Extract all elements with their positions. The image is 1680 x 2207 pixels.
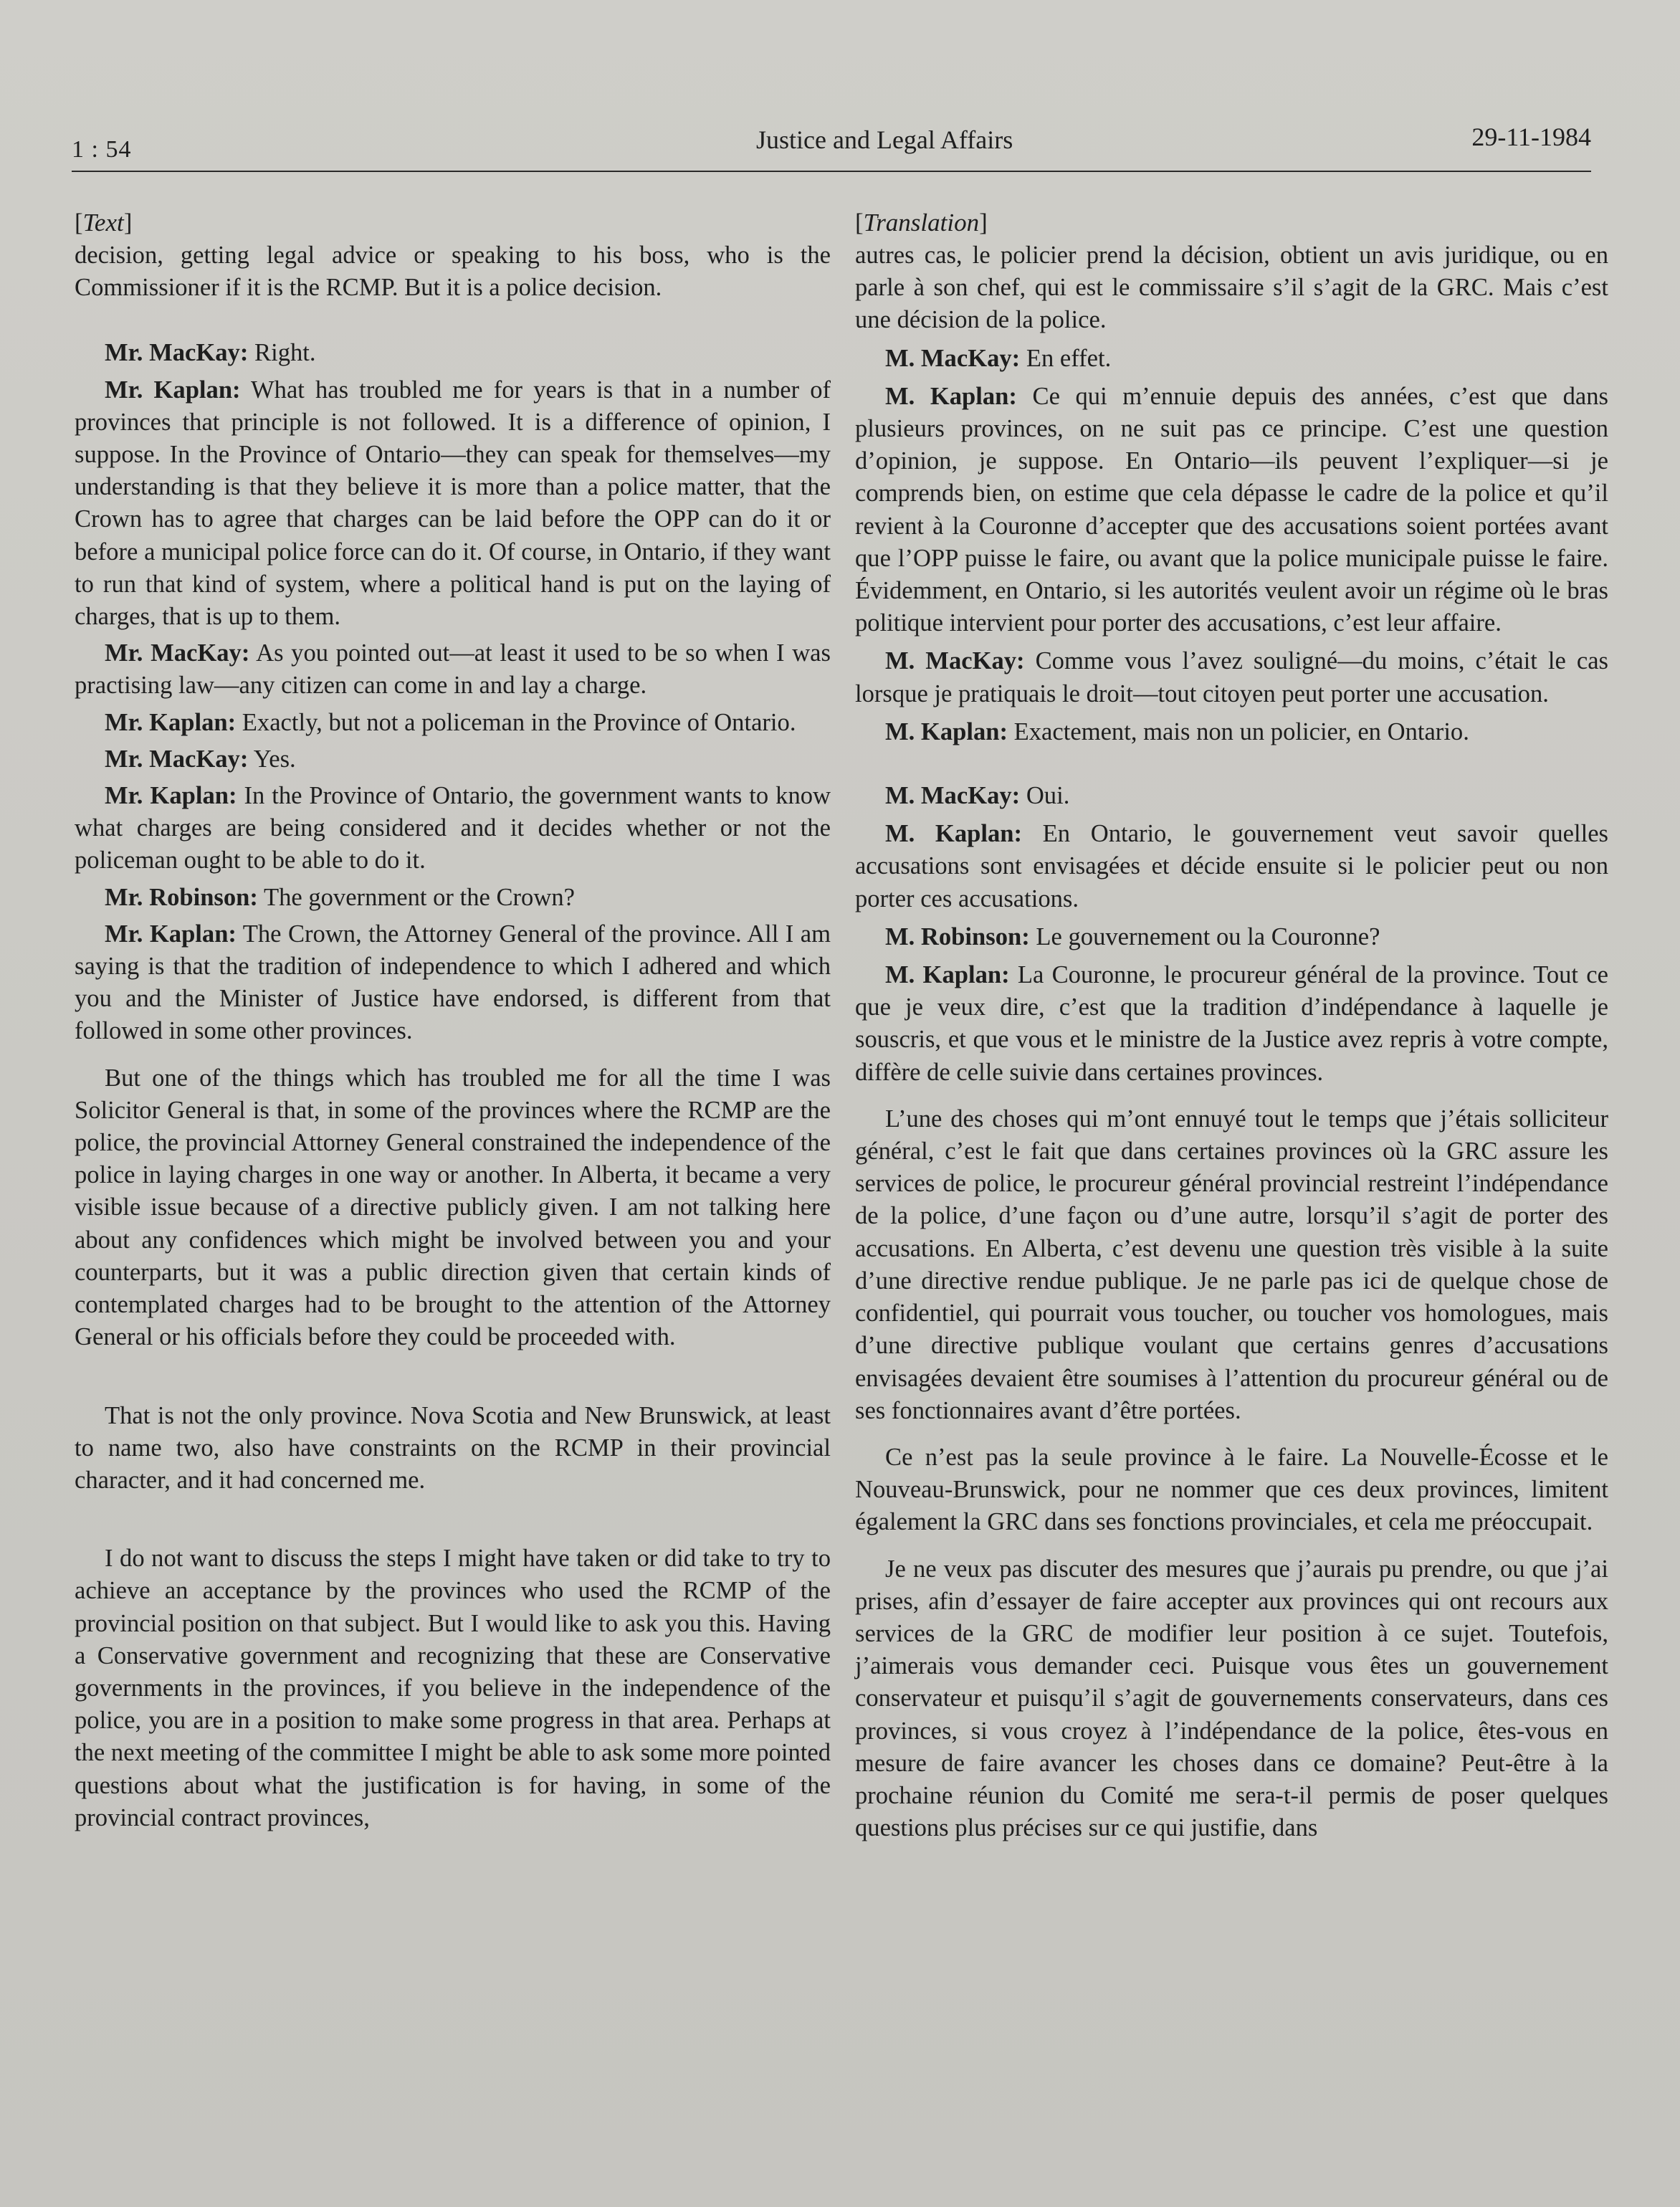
paragraph-text: As you pointed out—at least it used to be so when I was practising law—any citizen can come in and lay a charge. [75,639,831,700]
paragraph-text: autres cas, le policier prend la décision, obtient un avis juridique, ou en parle à son chef, qui est le commissaire s’il s’agit de la GRC. Mais c’est une décision de la police. [855,242,1608,334]
paragraph-text: What has troubled me for years is that in a number of provinces that principle is not followed. It is a difference of opinion, I suppose. In the Province of Ontario—they can speak for themselves—my understanding is that they believe it is more than a police matter, that the Crown has to agree that charges can be laid before the OPP can do it or before a municipal police force can do it. Of course, in Ontario, if they want to run that kind of system, where a political hand is put on the laying of charges, that is up to them. [75,376,831,631]
english-column [75,206,831,1834]
paragraph [75,743,831,776]
paragraph [75,707,831,739]
speaker-name: M. Kaplan: [885,961,1010,989]
paragraph-text: The Crown, the Attorney General of the province. All I am saying is that the tradition of independence to which I adhered and which you and the Minister of Justice have endorsed, is different from that followed in some other provinces. [75,920,831,1045]
speaker-name: Mr. Kaplan: [105,376,241,404]
paragraph-text: Je ne veux pas discuter des mesures que j’aurais pu prendre, ou que j’ai prises, afin d’essayer de faire accepter aux provinces qui ont recours aux services de la GRC de modifier leur position à ce sujet. Toutefois, j’aimerais vous demander ceci. Puisque vous êtes un gouvernement conservateur et puisqu’il s’agit de gouvernements conservateurs, dans ces provinces, si vous croyez à l’indépendance de la police, êtes-vous en mesure de faire avancer les choses dans ce domaine? Peut-être à la prochaine réunion du Comité me sera-t-il permis de poser quelques questions plus précises sur ce qui justifie, dans [855,1555,1608,1842]
paragraph [855,645,1608,710]
paragraph [75,1543,831,1834]
text-tag: [Text] [75,209,133,237]
paragraph [75,239,831,304]
speaker-name: Mr. Kaplan: [105,782,237,810]
speaker-name: Mr. Robinson: [105,883,258,911]
paragraph [75,637,831,702]
translation-tag: [Translation] [855,209,988,237]
paragraph [855,1441,1608,1539]
french-column [855,206,1608,1844]
paragraph [75,1400,831,1497]
speaker-name: M. Kaplan: [885,718,1008,745]
paragraph-text: In the Province of Ontario, the government wants to know what charges are being considered and it decides whether or not the policeman ought to be able to do it. [75,782,831,874]
paragraph [75,337,831,369]
speaker-name: Mr. Kaplan: [105,708,237,736]
paragraph-text: I do not want to discuss the steps I might have taken or did take to try to achieve an acceptance by the provinces who used the RCMP of the provincial position on that subject. But I would like to ask you this. Having a Conservative government and recognizing that these are Conservative governments in the provinces, if you believe in the independence of the police, you are in a position to make some progress in that area. Perhaps at the next meeting of the committee I might be able to ask some more pointed questions about what the justification is for having, in some of the provincial contract provinces, [75,1545,831,1831]
running-title: Justice and Legal Affairs [756,125,1013,154]
paragraph-text: Yes. [248,745,296,773]
paragraph-text: Right. [248,339,316,367]
paragraph-text: Le gouvernement ou la Couronne? [1029,923,1380,950]
paragraph-text: Ce qui m’ennuie depuis des années, c’est que dans plusieurs provinces, on ne suit pas ce principe. C’est une question d’opinion, je suppose. En Ontario—ils peuvent l’expliquer—si je comprends bien, on estime que cela dépasse le cadre de la police et qu’il revient à la Couronne d’accepter que des accusations soient portées avant que l’OPP puisse le faire, ou avant que la police municipale puisse le faire. Évidemment, en Ontario, si les autorités veulent avoir un régime où le bras politique intervient pour porter des accusations, c’est leur affaire. [855,382,1608,637]
paragraph-text: The government or the Crown? [257,883,575,911]
speaker-name: M. MacKay: [885,647,1025,675]
speaker-name: Mr. MacKay: [105,339,249,367]
page-number: 1 : 54 [72,136,132,163]
paragraph-text: En Ontario, le gouvernement veut savoir quelles accusations sont envisagées et décide ensuite si le policier peut ou non porter ces accusations. [855,820,1609,912]
speaker-name: M. Robinson: [885,923,1030,950]
paragraph-text: Exactly, but not a policeman in the Province of Ontario. [236,708,796,736]
header-date: 29-11-1984 [1471,123,1591,151]
speaker-name: M. MacKay: [885,344,1021,372]
paragraph-text: L’une des choses qui m’ont ennuyé tout le temps que j’étais solliciteur général, c’est le fait que dans certaines provinces où la GRC assure les services de police, le procureur général provincial restreint l’indépendance de la police, d’une façon ou d’une autre, lorsqu’il s’agit de porter des accusations. En Alberta, c’est devenu une question très visible à la suite d’une directive rendue publique. Je ne parle pas ici de quelque chose de confidentiel, qui pourrait vous toucher, ou toucher vos homologues, mais d’une directive publique voulant que certains genres d’accusations envisagées devaient être soumises à l’attention du procureur général ou de ses fonctionnaires avant d’être portées. [855,1105,1608,1424]
paragraph [855,921,1608,953]
paragraph [855,959,1608,1089]
paragraph-text: That is not the only province. Nova Scotia and New Brunswick, at least to name two, also have constraints on the RCMP in their provincial character, and it had concerned me. [75,1401,831,1494]
paragraph [75,1062,831,1354]
paragraph-text: decision, getting legal advice or speaking to his boss, who is the Commissioner if it is the RCMP. But it is a police decision. [75,242,831,302]
paragraph-text: Comme vous l’avez souligné—du moins, c’était le cas lorsque je pratiquais le droit—tout citoyen peut porter une accusation. [855,647,1609,707]
speaker-name: M. Kaplan: [885,820,1022,848]
paragraph [855,343,1608,375]
speaker-name: Mr. MacKay: [105,745,249,773]
paragraph-text: But one of the things which has troubled me for all the time I was Solicitor General is that, in some of the provinces where the RCMP are the police, the provincial Attorney General constrained the independence of the police in laying charges in one way or another. In Alberta, it became a very visible issue because of a directive publicly given. I am not talking here about any confidences which might be involved between you and your counterparts, but it was a public direction given that certain kinds of contemplated charges had to be brought to the attention of the Attorney General or his officials before they could be proceeded with. [75,1064,831,1351]
paragraph [855,716,1608,748]
page-header [72,120,1591,171]
paragraph [855,381,1608,640]
paragraph-text: La Couronne, le procureur général de la province. Tout ce que je veux dire, c’est que la tradition d’indépendance à laquelle je souscris, et que vous et le ministre de la Justice avez repris à votre compte, diffère de celle suivie dans certaines provinces. [855,961,1608,1086]
paragraph [75,918,831,1048]
paragraph [855,780,1608,812]
paragraph-text: En effet. [1020,344,1112,372]
speaker-name: M. MacKay: [885,782,1021,810]
paragraph-text: Ce n’est pas la seule province à le faire. La Nouvelle-Écosse et le Nouveau-Brunswick, pour ne nommer que ces deux provinces, limitent également la GRC dans ses fonctions provinciales, et cela me préoccupait. [855,1443,1608,1536]
paragraph [855,818,1608,915]
paragraph [75,882,831,914]
paragraph [75,780,831,877]
speaker-name: M. Kaplan: [885,382,1017,410]
paragraph [855,1553,1608,1845]
header-rule [72,171,1591,172]
paragraph [75,374,831,634]
paragraph [855,1103,1608,1427]
speaker-name: Mr. MacKay: [105,639,250,667]
paragraph-text: Exactement, mais non un policier, en Ontario. [1007,718,1469,745]
paragraph [855,239,1608,337]
paragraph-text: Oui. [1020,782,1070,810]
speaker-name: Mr. Kaplan: [105,920,237,948]
